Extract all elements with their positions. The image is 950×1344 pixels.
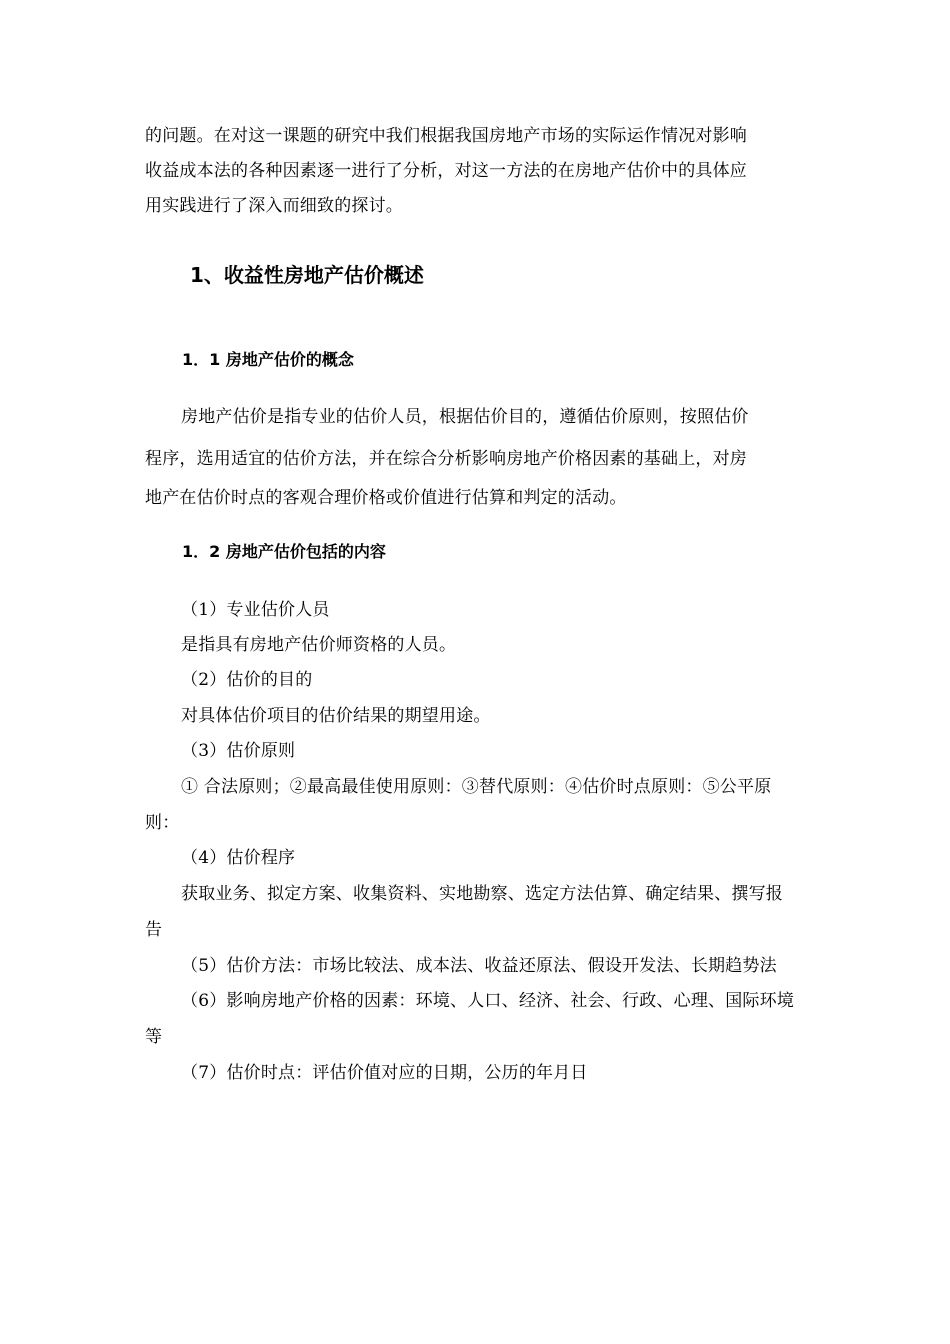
item-6-factors-line-1: （6）影响房地产价格的因素：环境、人口、经济、社会、行政、心理、国际环境 [181,991,795,1011]
item-3-title: （3）估价原则 [181,741,296,761]
item-1-description: 是指具有房地产估价师资格的人员。 [181,635,457,655]
item-7-valuation-date: （7）估价时点：评估价值对应的日期，公历的年月日 [181,1063,588,1083]
concept-paragraph-line-1: 房地产估价是指专业的估价人员，根据估价目的，遵循估价原则，按照估价 [181,407,749,427]
concept-paragraph-line-3: 地产在估价时点的客观合理价格或价值进行估算和判定的活动。 [145,488,627,508]
subsection-heading-1-1: 1．1 房地产估价的概念 [182,350,354,369]
item-6-factors-line-2: 等 [145,1027,163,1047]
intro-line-1: 的问题。在对这一课题的研究中我们根据我国房地产市场的实际运作情况对影响 [145,126,747,146]
section-heading-1: 1、收益性房地产估价概述 [190,263,424,287]
item-4-title: （4）估价程序 [181,848,296,868]
concept-paragraph-line-2: 程序，选用适宜的估价方法，并在综合分析影响房地产价格因素的基础上，对房 [145,449,747,469]
item-3-description-line-2: 则： [145,813,180,833]
item-4-description-line-2: 告 [145,920,163,940]
item-2-description: 对具体估价项目的估价结果的期望用途。 [181,706,491,726]
item-1-title: （1）专业估价人员 [181,600,330,620]
intro-line-3: 用实践进行了深入而细致的探讨。 [145,196,403,216]
item-5-methods: （5）估价方法：市场比较法、成本法、收益还原法、假设开发法、长期趋势法 [181,956,777,976]
subsection-heading-1-2: 1．2 房地产估价包括的内容 [182,542,386,561]
item-2-title: （2）估价的目的 [181,670,313,690]
intro-line-2: 收益成本法的各种因素逐一进行了分析，对这一方法的在房地产估价中的具体应 [145,161,747,181]
item-4-description-line-1: 获取业务、拟定方案、收集资料、实地勘察、选定方法估算、确定结果、撰写报 [181,884,783,904]
item-3-description-line-1: ① 合法原则；②最高最佳使用原则：③替代原则：④估价时点原则：⑤公平原 [181,777,772,797]
